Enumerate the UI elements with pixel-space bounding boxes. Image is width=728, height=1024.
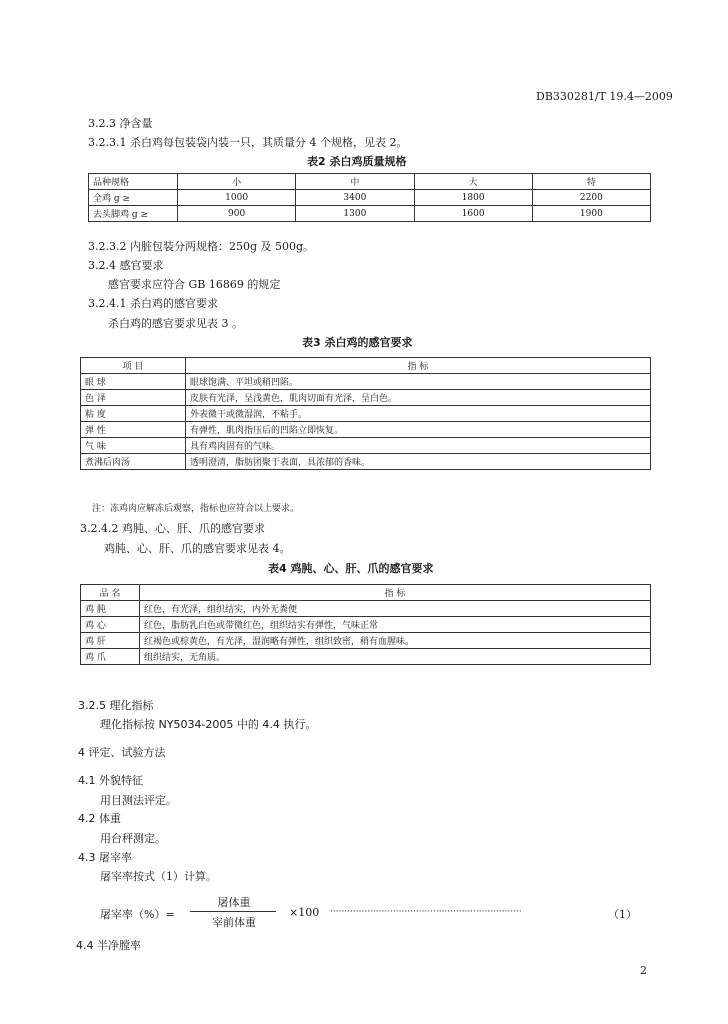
table4-caption: 表4 鸡肫、心、肝、爪的感官要求: [268, 562, 434, 575]
table2-header-cell: 大: [414, 174, 532, 190]
table2: [88, 173, 651, 222]
table-row: [81, 406, 651, 422]
section-3-2-5-heading: 3.2.5 理化指标: [78, 699, 154, 712]
table-row: [81, 390, 651, 406]
table4: [80, 584, 651, 665]
table4-header-row: [81, 585, 651, 601]
section-3-2-3-2-text: 3.2.3.2 内脏包装分两规格：250g 及 500g。: [88, 240, 315, 253]
section-4-2-text: 用台秤测定。: [100, 832, 166, 845]
table3-cell: 煮沸后肉汤: [81, 454, 186, 470]
page-number: 2: [640, 964, 647, 977]
table-row: [81, 438, 651, 454]
table2-cell: 1800: [414, 190, 532, 206]
table-row: [81, 422, 651, 438]
section-4-1-heading: 4.1 外貌特征: [78, 774, 143, 787]
formula-equation-number: （1）: [608, 908, 637, 921]
table2-cell: 去头脚鸡 g ≥: [89, 206, 178, 222]
section-3-2-4-heading: 3.2.4 感官要求: [88, 259, 164, 272]
table3-header-cell: 项 目: [81, 358, 186, 374]
table3: [80, 357, 651, 470]
section-4-1-text: 用目测法评定。: [100, 794, 177, 807]
table4-cell: 鸡 肝: [81, 633, 140, 649]
table4-cell: 鸡 心: [81, 617, 140, 633]
table3-cell: 粘 度: [81, 406, 186, 422]
table4-header-cell: 指 标: [140, 585, 651, 601]
table-row: [81, 374, 651, 390]
formula-fraction-line: [190, 911, 276, 912]
table3-note: 注：冻鸡肉应解冻后观察，指标也应符合以上要求。: [92, 504, 300, 514]
table-row: [81, 601, 651, 617]
section-3-2-4-1-heading: 3.2.4.1 杀白鸡的感官要求: [88, 297, 218, 310]
table3-cell: 色 泽: [81, 390, 186, 406]
table3-cell: 外表微干或微湿润，不粘手。: [186, 406, 651, 422]
formula-numerator: 屠体重: [217, 896, 251, 909]
formula-multiplier: ×100: [289, 906, 320, 919]
table-row: [81, 633, 651, 649]
table3-cell: 皮肤有光泽，呈浅黄色，肌肉切面有光泽，呈白色。: [186, 390, 651, 406]
table2-cell: 900: [178, 206, 296, 222]
table3-cell: 弹 性: [81, 422, 186, 438]
table2-cell: 3400: [296, 190, 414, 206]
table2-header-cell: 品种规格: [89, 174, 178, 190]
table4-cell: 鸡 肫: [81, 601, 140, 617]
table4-cell: 红色，脂肪乳白色或带微红色，组织结实有弹性，气味正常: [140, 617, 651, 633]
table3-header-row: [81, 358, 651, 374]
table3-header-cell: 指 标: [186, 358, 651, 374]
table4-cell: 红褐色或棕黄色，有光泽，湿润略有弹性，组织致密，稍有血腥味。: [140, 633, 651, 649]
table3-cell: 有弹性，肌肉指压后的凹陷立即恢复。: [186, 422, 651, 438]
table-row: [81, 649, 651, 665]
table2-cell: 全鸡 g ≥: [89, 190, 178, 206]
table3-cell: 透明澄清，脂肪团聚于表面，具浓郁的香味。: [186, 454, 651, 470]
section-4-2-heading: 4.2 体重: [78, 812, 121, 825]
table-row: [81, 617, 651, 633]
table2-header-row: [89, 174, 651, 190]
table3-cell: 气 味: [81, 438, 186, 454]
table3-cell: 眼球饱满、平坦或稍凹陷。: [186, 374, 651, 390]
section-3-2-3-1-text: 3.2.3.1 杀白鸡每包装袋内装一只，其质量分 4 个规格，见表 2。: [88, 136, 408, 149]
table2-cell: 1000: [178, 190, 296, 206]
section-3-2-5-text: 理化指标按 NY5034-2005 中的 4.4 执行。: [100, 718, 317, 731]
section-4-heading: 4 评定、试验方法: [78, 746, 166, 759]
section-3-2-3-heading: 3.2.3 净含量: [88, 117, 153, 130]
table2-cell: 1900: [532, 206, 650, 222]
table4-cell: 鸡 爪: [81, 649, 140, 665]
table2-caption: 表2 杀白鸡质量规格: [307, 155, 407, 168]
table-row: [89, 190, 651, 206]
section-4-3-text: 屠宰率按式（1）计算。: [100, 870, 217, 883]
table4-cell: 红色，有光泽，组织结实，内外无粪便: [140, 601, 651, 617]
section-3-2-4-1-text: 杀白鸡的感官要求见表 3 。: [108, 317, 243, 330]
section-3-2-4-2-heading: 3.2.4.2 鸡肫、心、肝、爪的感官要求: [80, 522, 265, 535]
table4-header-cell: 品 名: [81, 585, 140, 601]
table3-cell: 眼 球: [81, 374, 186, 390]
section-3-2-4-2-text: 鸡肫、心、肝、爪的感官要求见表 4。: [104, 542, 291, 555]
doc-number: DB330281/T 19.4—2009: [536, 90, 673, 103]
table2-header-cell: 中: [296, 174, 414, 190]
table-row: [89, 206, 651, 222]
table2-header-cell: 特: [532, 174, 650, 190]
section-3-2-4-text: 感官要求应符合 GB 16869 的规定: [108, 278, 281, 291]
table2-cell: 1600: [414, 206, 532, 222]
formula-leader-dots: ···································································: [330, 907, 522, 917]
table3-caption: 表3 杀白鸡的感官要求: [302, 336, 413, 349]
section-4-3-heading: 4.3 屠宰率: [78, 851, 132, 864]
section-4-4-heading: 4.4 半净膛率: [76, 939, 141, 952]
formula-lhs: 屠宰率（%）=: [100, 908, 175, 921]
table-row: [81, 454, 651, 470]
table2-cell: 1300: [296, 206, 414, 222]
table2-cell: 2200: [532, 190, 650, 206]
formula-denominator: 宰前体重: [212, 916, 256, 929]
table2-header-cell: 小: [178, 174, 296, 190]
table3-cell: 具有鸡肉固有的气味。: [186, 438, 651, 454]
table4-cell: 组织结实，无角质。: [140, 649, 651, 665]
